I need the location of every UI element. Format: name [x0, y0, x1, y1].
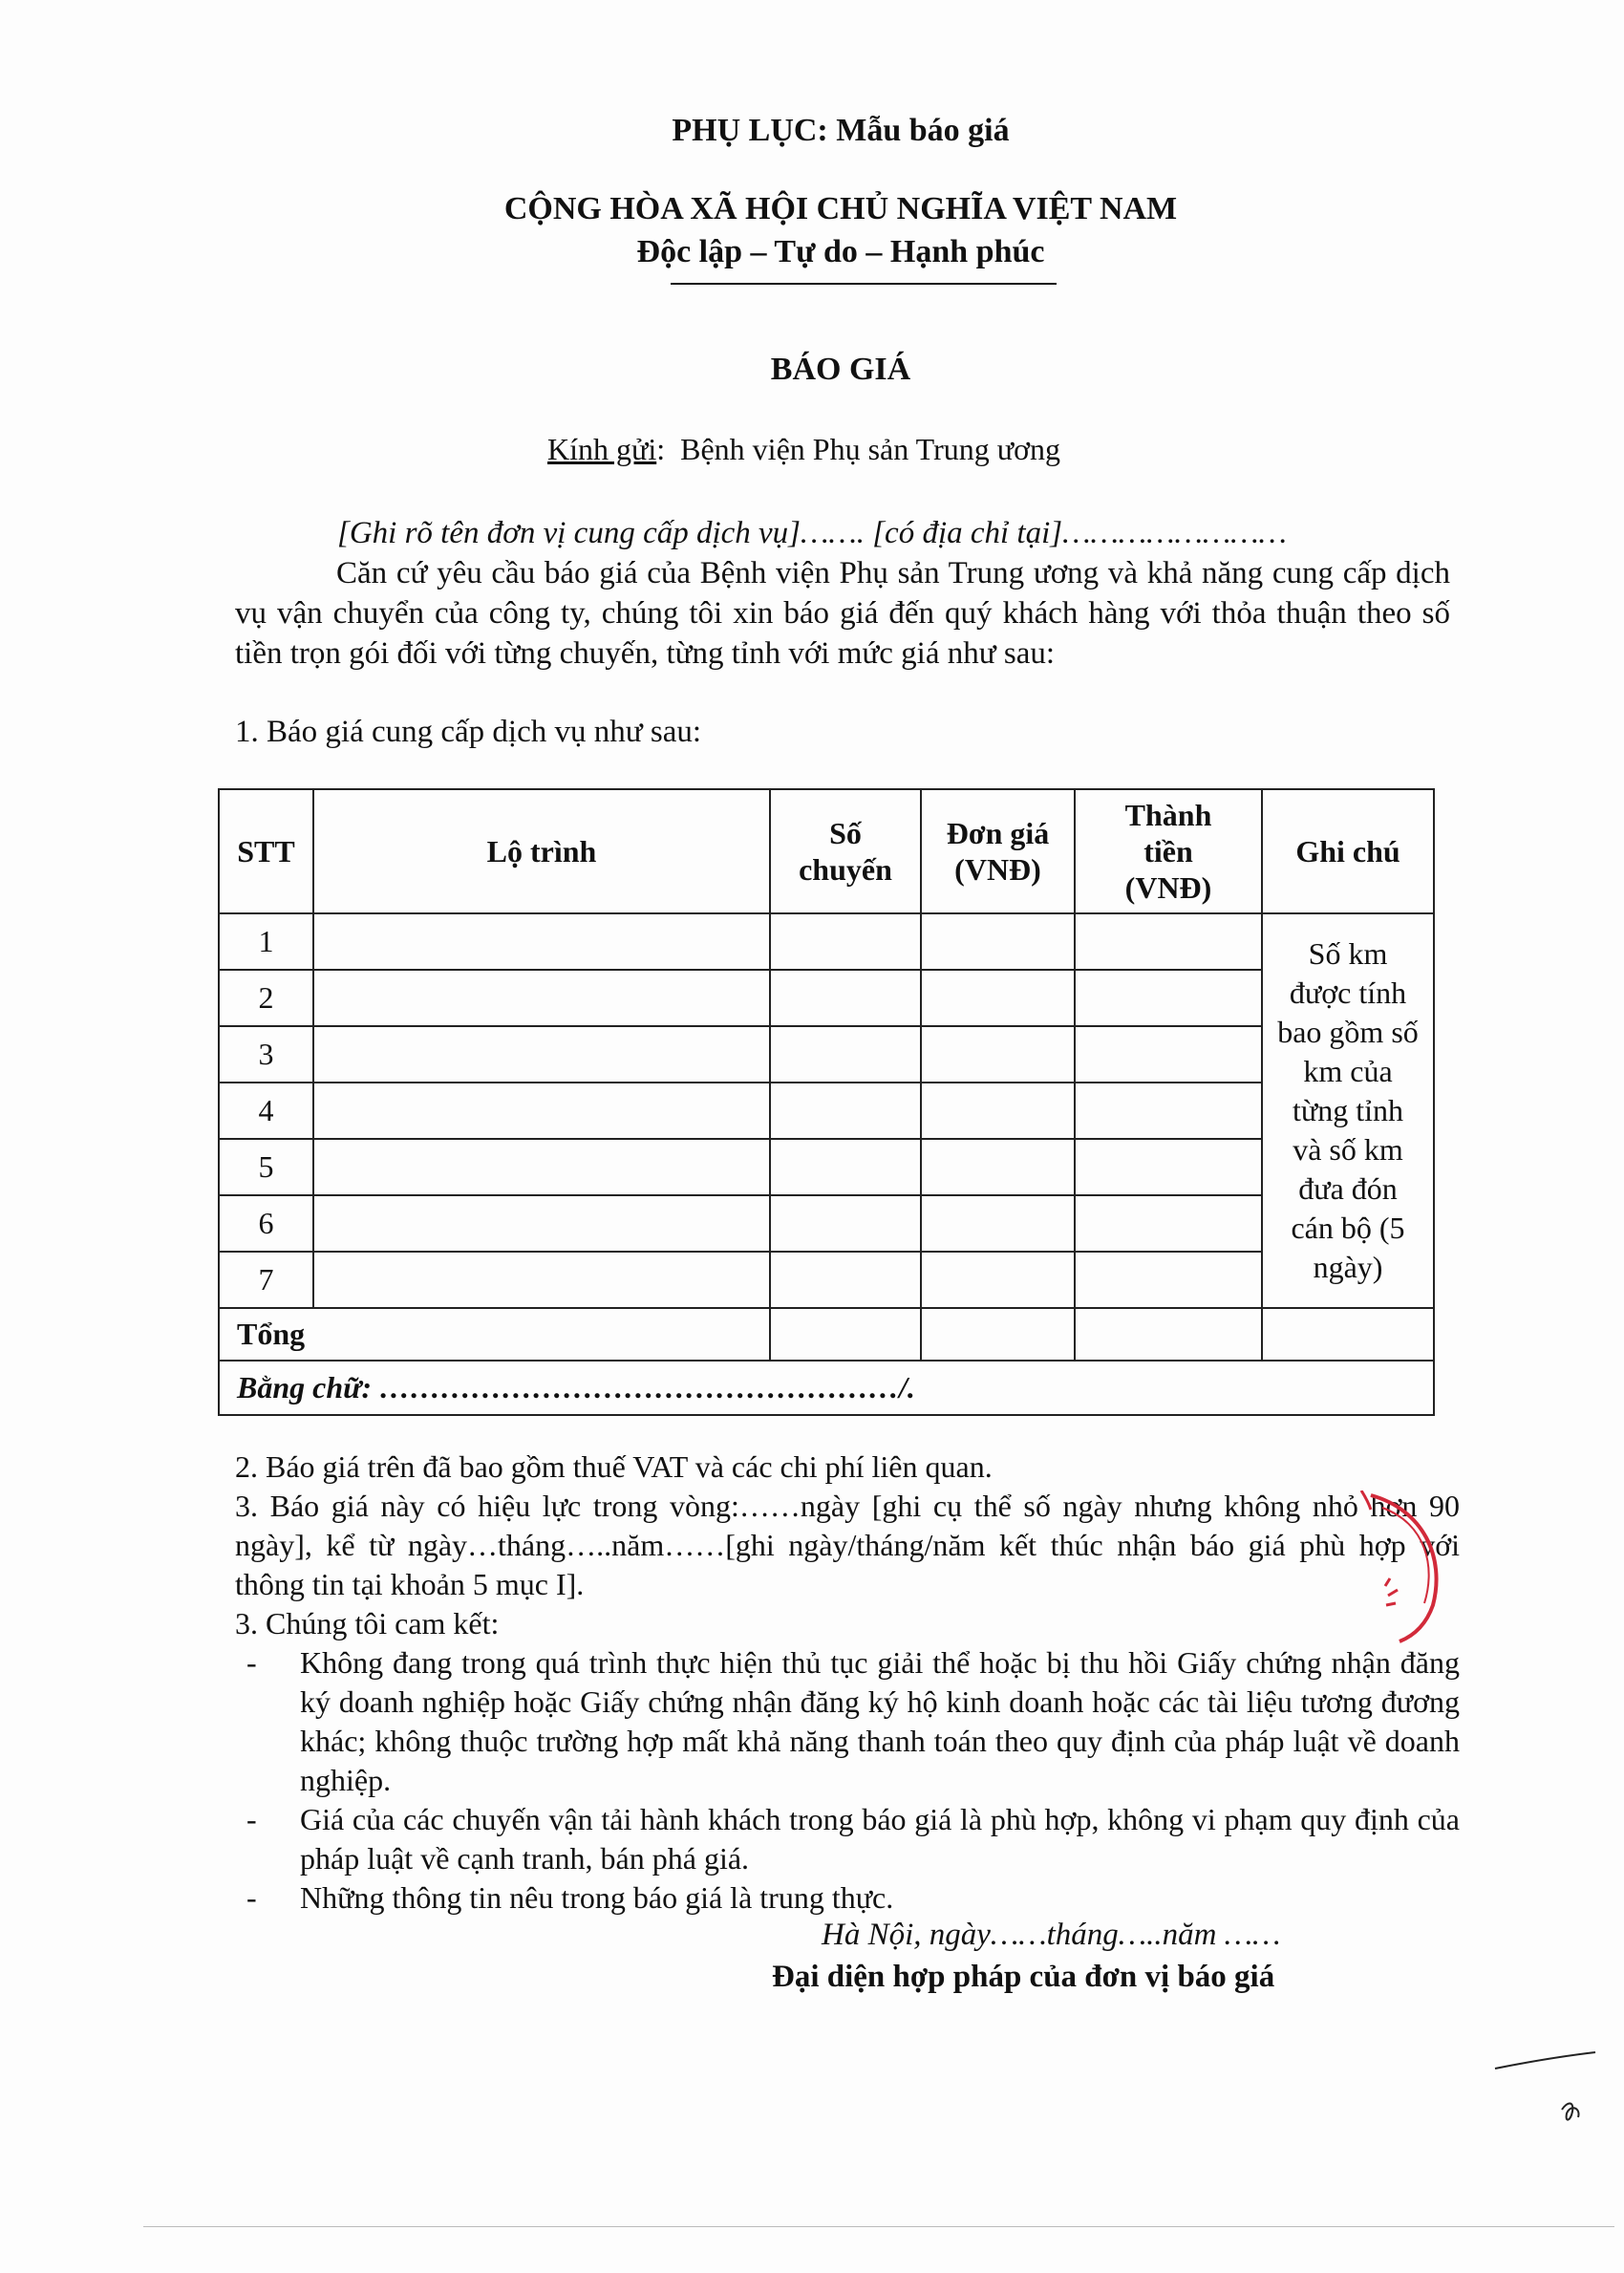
route-cell[interactable]	[313, 1026, 770, 1083]
provider-placeholder-line: [Ghi rõ tên đơn vị cung cấp dịch vụ]……. [có địa chỉ tại]……………………	[337, 516, 1287, 550]
route-cell[interactable]	[313, 1252, 770, 1308]
amount-cell[interactable]	[1075, 970, 1262, 1026]
row-number: 4	[219, 1083, 313, 1139]
table-row	[219, 913, 1434, 970]
amount-cell[interactable]	[1075, 1139, 1262, 1195]
recipient-label: Kính gửi	[547, 432, 657, 466]
unit-price-cell[interactable]	[921, 1026, 1075, 1083]
trips-cell[interactable]	[770, 1026, 921, 1083]
total-row	[219, 1308, 1434, 1361]
total-note-cell	[1262, 1308, 1434, 1361]
total-label: Tổng	[219, 1308, 770, 1361]
in-words-row	[219, 1361, 1434, 1415]
unit-price-cell[interactable]	[921, 913, 1075, 970]
table-row	[219, 1252, 1434, 1308]
commitment-item	[235, 1878, 1460, 1918]
header-trips: Số chuyến	[770, 789, 921, 913]
nation-title: CỘNG HÒA XÃ HỘI CHỦ NGHĨA VIỆT NAM	[503, 191, 1178, 226]
amount-cell[interactable]	[1075, 1252, 1262, 1308]
table-row	[219, 1026, 1434, 1083]
route-cell[interactable]	[313, 1139, 770, 1195]
unit-price-cell[interactable]	[921, 1195, 1075, 1252]
trips-cell[interactable]	[770, 1195, 921, 1252]
table-row	[219, 1195, 1434, 1252]
term-validity: 3. Báo giá này có hiệu lực trong vòng:……ngày [ghi cụ thể số ngày nhưng không nhỏ hơn 90 ngày], kể từ ngày…tháng…..năm……[ghi ngày/tháng/năm kết thúc nhận báo giá phù hợp với thông tin tại khoản 5 mục I].	[235, 1489, 1460, 1601]
total-trips-cell[interactable]	[770, 1308, 921, 1361]
motto-underline	[671, 283, 1057, 285]
signature-mark	[1490, 2045, 1605, 2131]
commitment-item	[235, 1643, 1460, 1800]
row-number: 3	[219, 1026, 313, 1083]
section-1-heading: 1. Báo giá cung cấp dịch vụ như sau:	[235, 715, 702, 749]
term-commitment-heading: 3. Chúng tôi cam kết:	[235, 1606, 500, 1640]
bullet-dash: -	[246, 1802, 257, 1836]
header-amount: Thành tiền (VNĐ)	[1075, 789, 1262, 913]
intro-paragraph	[235, 553, 1450, 674]
total-unit-price-cell[interactable]	[921, 1308, 1075, 1361]
recipient-line	[547, 432, 1060, 467]
representative-label: Đại diện hợp pháp của đơn vị báo giá	[772, 1960, 1275, 1994]
trips-cell[interactable]	[770, 1139, 921, 1195]
route-cell[interactable]	[313, 1195, 770, 1252]
note-cell: Số km được tính bao gồm số km của từng tỉnh và số km đưa đón cán bộ (5 ngày)	[1262, 913, 1434, 1308]
table-row	[219, 1139, 1434, 1195]
total-amount-cell[interactable]	[1075, 1308, 1262, 1361]
route-cell[interactable]	[313, 1083, 770, 1139]
appendix-title: PHỤ LỤC: Mẫu báo giá	[672, 113, 1010, 148]
page-bottom-edge	[143, 2226, 1614, 2227]
commitment-text: Không đang trong quá trình thực hiện thủ tục giải thể hoặc bị thu hồi Giấy chứng nhận đăng ký doanh nghiệp hoặc Giấy chứng nhận đăng ký hộ kinh doanh hoặc các tài liệu tương đương khác; không thuộc trường hợp mất khả năng thanh toán theo quy định của pháp luật về doanh nghiệp.	[300, 1645, 1460, 1797]
bullet-dash: -	[246, 1880, 257, 1915]
table-header-row	[219, 789, 1434, 913]
unit-price-cell[interactable]	[921, 1252, 1075, 1308]
unit-price-cell[interactable]	[921, 1139, 1075, 1195]
row-number: 2	[219, 970, 313, 1026]
row-number: 7	[219, 1252, 313, 1308]
intro-text: Căn cứ yêu cầu báo giá của Bệnh viện Phụ sản Trung ương và khả năng cung cấp dịch vụ vận chuyển của công ty, chúng tôi xin báo giá đến quý khách hàng với thỏa thuận theo số tiền trọn gói đối với từng chuyến, từng tỉnh với mức giá như sau:	[235, 556, 1450, 671]
amount-cell[interactable]	[1075, 1026, 1262, 1083]
term-vat: 2. Báo giá trên đã bao gồm thuế VAT và các chi phí liên quan.	[235, 1449, 993, 1484]
table-row	[219, 1083, 1434, 1139]
recipient-separator: :	[656, 432, 681, 466]
unit-price-cell[interactable]	[921, 1083, 1075, 1139]
header-unit-price: Đơn giá (VNĐ)	[921, 789, 1075, 913]
recipient-name: Bệnh viện Phụ sản Trung ương	[680, 432, 1060, 466]
trips-cell[interactable]	[770, 1083, 921, 1139]
row-number: 1	[219, 913, 313, 970]
place-date-line: Hà Nội, ngày……tháng…..năm ……	[822, 1918, 1281, 1952]
commitment-item	[235, 1800, 1460, 1878]
row-number: 5	[219, 1139, 313, 1195]
table-row	[219, 970, 1434, 1026]
quote-table	[218, 788, 1435, 1416]
bullet-dash: -	[246, 1645, 257, 1680]
trips-cell[interactable]	[770, 913, 921, 970]
unit-price-cell[interactable]	[921, 970, 1075, 1026]
header-stt: STT	[219, 789, 313, 913]
header-route: Lộ trình	[313, 789, 770, 913]
trips-cell[interactable]	[770, 970, 921, 1026]
row-number: 6	[219, 1195, 313, 1252]
amount-cell[interactable]	[1075, 1195, 1262, 1252]
amount-cell[interactable]	[1075, 913, 1262, 970]
route-cell[interactable]	[313, 913, 770, 970]
motto: Độc lập – Tự do – Hạnh phúc	[636, 234, 1045, 269]
amount-cell[interactable]	[1075, 1083, 1262, 1139]
terms-section	[235, 1447, 1460, 1918]
commitment-text: Những thông tin nêu trong báo giá là trung thực.	[300, 1880, 894, 1915]
route-cell[interactable]	[313, 970, 770, 1026]
amount-in-words: Bằng chữ: ……………………………………………/.	[219, 1361, 1434, 1415]
document-title: BÁO GIÁ	[770, 352, 911, 387]
red-stamp-fragment	[1333, 1490, 1447, 1643]
commitment-text: Giá của các chuyến vận tải hành khách trong báo giá là phù hợp, không vi phạm quy định của pháp luật về cạnh tranh, bán phá giá.	[300, 1802, 1460, 1876]
header-note: Ghi chú	[1262, 789, 1434, 913]
trips-cell[interactable]	[770, 1252, 921, 1308]
